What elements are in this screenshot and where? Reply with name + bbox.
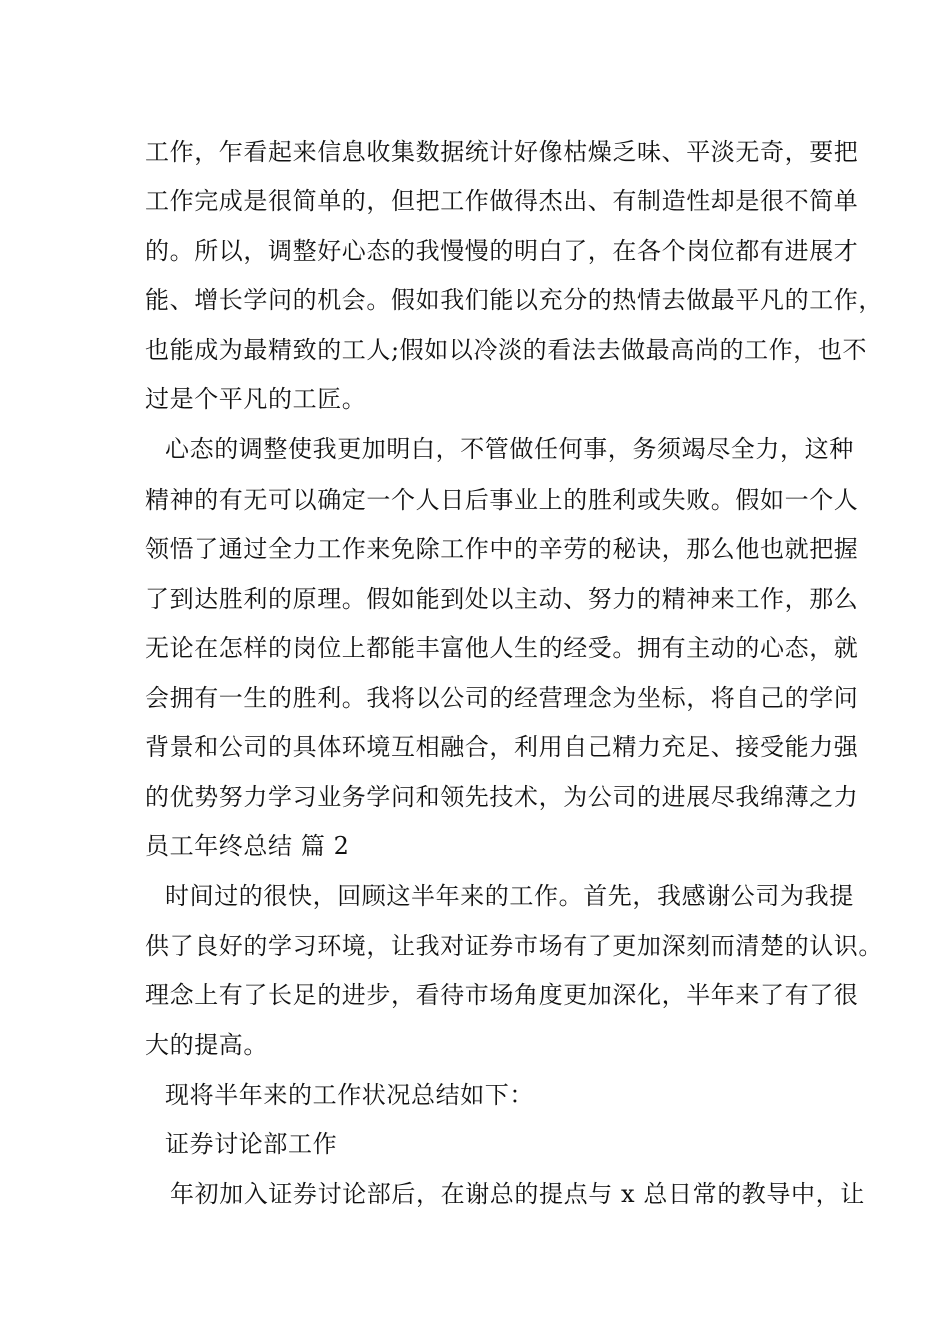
section-heading: 员工年终总结 篇 2: [145, 832, 350, 860]
text-line: 精神的有无可以确定一个人日后事业上的胜利或失败。假如一个人: [145, 486, 859, 514]
text-line: 工作完成是很简单的，但把工作做得杰出、有制造性却是很不简单: [145, 187, 859, 215]
text-line: 背景和公司的具体环境互相融合，利用自己精力充足、接受能力强: [145, 733, 859, 761]
text-line: 工作，乍看起来信息收集数据统计好像枯燥乏味、平淡无奇，要把: [145, 138, 859, 166]
text-line: 供了良好的学习环境，让我对证券市场有了更加深刻而清楚的认识。: [145, 932, 883, 960]
paragraph-start-line: 年初加入证券讨论部后，在谢总的提点与 x 总日常的教导中，让: [170, 1180, 865, 1208]
text-line: 会拥有一生的胜利。我将以公司的经营理念为坐标，将自己的学问: [145, 684, 859, 712]
text-line: 的。所以，调整好心态的我慢慢的明白了，在各个岗位都有进展才: [145, 237, 859, 265]
subsection-heading: 证券讨论部工作: [165, 1130, 338, 1158]
text-line: 大的提高。: [145, 1031, 268, 1059]
paragraph-start-line: 时间过的很快，回顾这半年来的工作。首先，我感谢公司为我提: [165, 882, 854, 910]
text-line: 过是个平凡的工匠。: [145, 385, 367, 413]
text-line: 能、增长学问的机会。假如我们能以充分的热情去做最平凡的工作，: [145, 286, 883, 314]
text-line: 的优势努力学习业务学问和领先技术，为公司的进展尽我绵薄之力: [145, 783, 859, 811]
paragraph-start-line: 心态的调整使我更加明白，不管做任何事，务须竭尽全力，这种: [165, 435, 854, 463]
text-line: 了到达胜利的原理。假如能到处以主动、努力的精神来工作，那么: [145, 585, 859, 613]
text-line: 理念上有了长足的进步，看待市场角度更加深化，半年来了有了很: [145, 981, 859, 1009]
text-line: 领悟了通过全力工作来免除工作中的辛劳的秘诀，那么他也就把握: [145, 535, 859, 563]
text-line: 也能成为最精致的工人;假如以冷淡的看法去做最高尚的工作，也不: [145, 336, 868, 364]
paragraph-line: 现将半年来的工作状况总结如下：: [165, 1081, 534, 1109]
text-line: 无论在怎样的岗位上都能丰富他人生的经受。拥有主动的心态，就: [145, 634, 859, 662]
